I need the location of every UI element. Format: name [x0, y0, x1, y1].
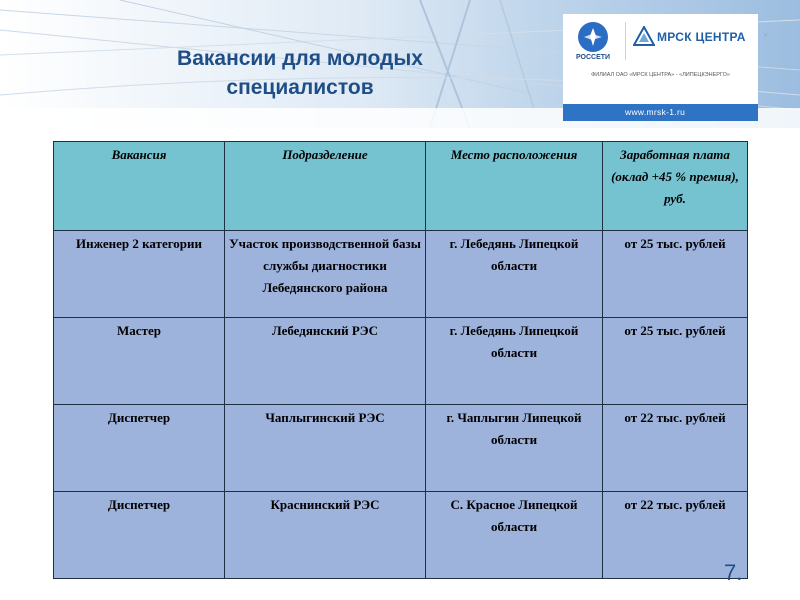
cell-department: Лебедянский РЭС [225, 318, 426, 405]
cell-location: г. Лебедянь Липецкой области [426, 318, 603, 405]
mrsk-subtitle: ФИЛИАЛ ОАО «МРСК ЦЕНТРА» - «ЛИПЕЦКЭНЕРГО» [591, 72, 730, 78]
cell-department: Чаплыгинский РЭС [225, 405, 426, 492]
rosseti-logo [569, 22, 617, 61]
cell-location: г. Чаплыгин Липецкой области [426, 405, 603, 492]
cell-vacancy: Мастер [54, 318, 225, 405]
column-header-location: Место расположения [426, 142, 603, 231]
cell-salary: от 22 тыс. рублей [603, 492, 748, 579]
cell-department: Участок производственной базы службы диагностики Лебедянского района [225, 231, 426, 318]
cell-salary: от 25 тыс. рублей [603, 231, 748, 318]
page-title [150, 44, 450, 102]
column-header-department: Подразделение [225, 142, 426, 231]
cell-location: г. Лебедянь Липецкой области [426, 231, 603, 318]
rosseti-label: РОССЕТИ [575, 54, 611, 61]
logo-panel [563, 14, 758, 106]
rosseti-emblem-icon [578, 22, 608, 52]
close-mark: × [763, 30, 769, 40]
cell-vacancy: Диспетчер [54, 492, 225, 579]
mrsk-logo [633, 26, 755, 51]
title-line-1: Вакансии для молодых [177, 47, 423, 70]
column-header-vacancy: Вакансия [54, 142, 225, 231]
column-header-salary: Заработная плата (оклад +45 % премия), руб. [603, 142, 748, 231]
table-row [54, 231, 748, 318]
vacancies-table [53, 141, 748, 579]
cell-location: С. Красное Липецкой области [426, 492, 603, 579]
title-line-2: специалистов [226, 76, 374, 99]
cell-vacancy: Диспетчер [54, 405, 225, 492]
table-header-row [54, 142, 748, 231]
website-bar [563, 104, 758, 121]
mrsk-name: МРСК ЦЕНТРА [657, 30, 746, 44]
logo-divider [625, 22, 626, 60]
cell-vacancy: Инженер 2 категории [54, 231, 225, 318]
mrsk-emblem-icon [633, 26, 655, 46]
table-row [54, 405, 748, 492]
cell-salary: от 22 тыс. рублей [603, 405, 748, 492]
cell-department: Краснинский РЭС [225, 492, 426, 579]
website-link[interactable]: www.mrsk-1.ru [625, 107, 686, 117]
page-number: 7. [724, 560, 743, 585]
table-row [54, 492, 748, 579]
cell-salary: от 25 тыс. рублей [603, 318, 748, 405]
table-row [54, 318, 748, 405]
